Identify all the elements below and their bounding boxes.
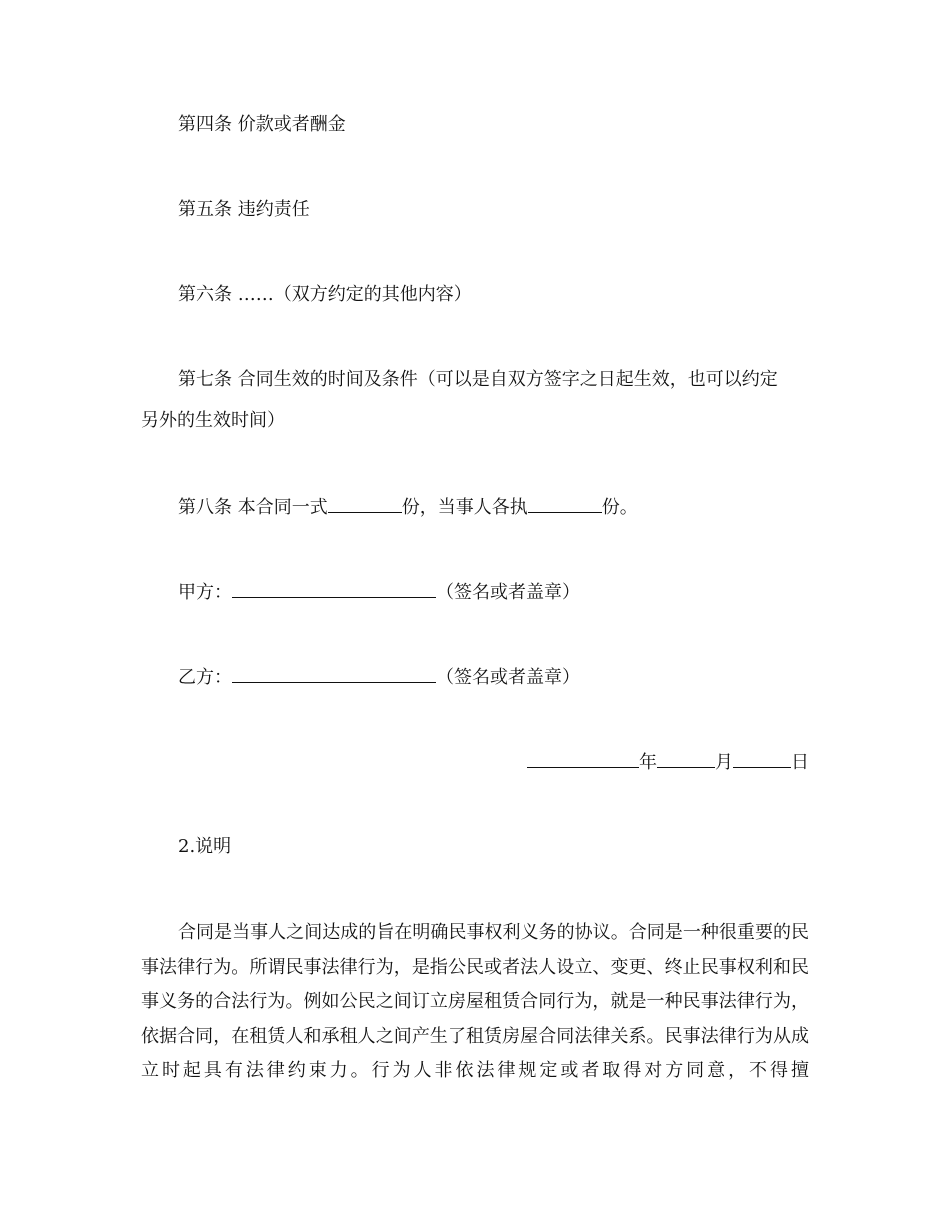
party-a-signature-blank: [232, 579, 436, 598]
article-4: 第四条 价款或者酬金: [178, 114, 346, 135]
party-b-label: 乙方：: [178, 667, 232, 688]
article-7-line-2: 另外的生效时间）: [141, 410, 285, 431]
day-blank: [733, 749, 791, 768]
explanation-heading: 2.说明: [178, 836, 232, 857]
article-5: 第五条 违约责任: [178, 199, 310, 220]
party-b-sign-note: （签名或者盖章）: [436, 667, 580, 688]
party-a-label: 甲方：: [178, 582, 232, 603]
year-label: 年: [639, 752, 657, 773]
date-line: [527, 749, 809, 775]
year-blank: [527, 749, 639, 768]
copies-each-blank: [528, 494, 602, 513]
day-label: 日: [791, 752, 809, 773]
month-blank: [657, 749, 715, 768]
article-8: [178, 494, 638, 520]
article-8-text-3: 份。: [601, 497, 638, 518]
article-8-text-2: 份，当事人各执: [401, 497, 528, 518]
month-label: 月: [715, 752, 733, 773]
party-b-signature-blank: [232, 664, 436, 683]
party-a-signature-line: [178, 579, 580, 605]
article-6: 第六条 ……（双方约定的其他内容）: [178, 284, 472, 305]
party-b-signature-line: [178, 664, 580, 690]
explanation-paragraph: 合同是当事人之间达成的旨在明确民事权利义务的协议。合同是一种很重要的民事法律行为。所谓民事法律行为，是指公民或者法人设立、变更、终止民事权利和民事义务的合法行为。例如公民之间订立房屋租赁合同行为，就是一种民事法律行为，依据合同，在租赁人和承租人之间产生了租赁房屋合同法律关系。民事法律行为从成立时起具有法律约束力。行为人非依法律规定或者取得对方同意，不得擅: [141, 922, 809, 1081]
party-a-sign-note: （签名或者盖章）: [436, 582, 580, 603]
copies-total-blank: [328, 494, 402, 513]
article-8-text-1: 第八条 本合同一式: [178, 497, 328, 518]
article-7-line-1: 第七条 合同生效的时间及条件（可以是自双方签字之日起生效，也可以约定: [178, 369, 778, 390]
